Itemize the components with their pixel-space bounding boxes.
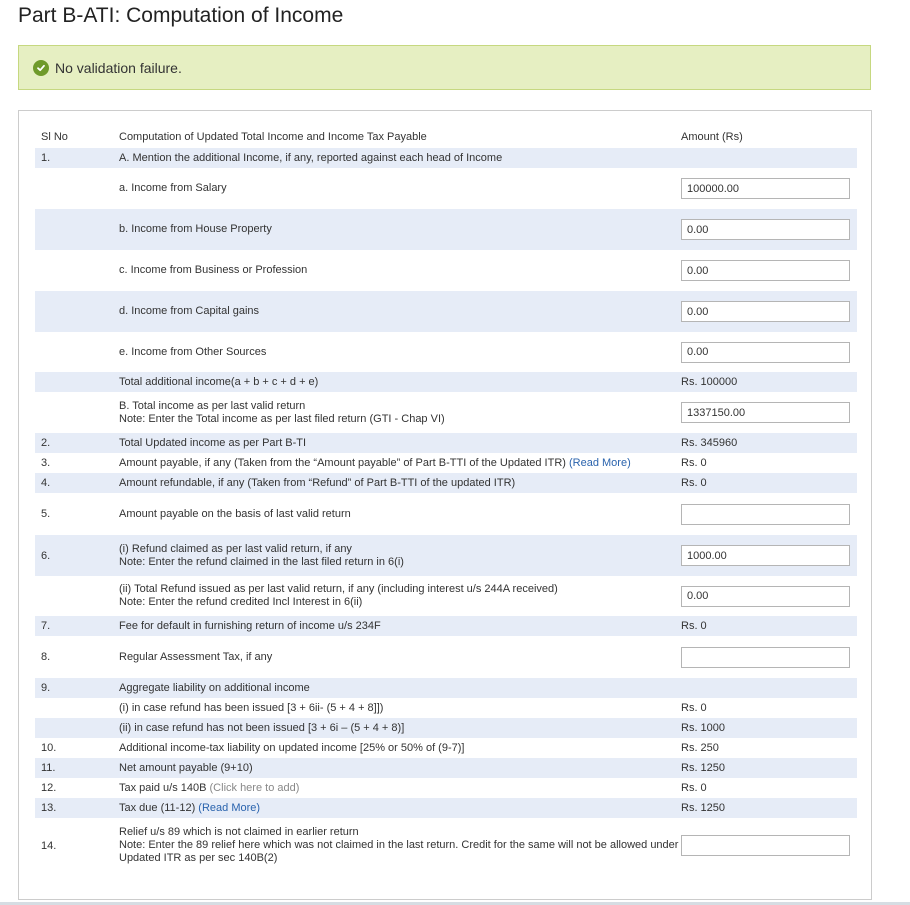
row-amount: Rs. 0: [681, 702, 707, 714]
row-amount: Rs. 1250: [681, 802, 726, 814]
row-description: Amount payable, if any (Taken from the “Amount payable” of Part B-TTI of the Updated ITR): [119, 456, 566, 469]
income-capital-gains-input[interactable]: [681, 301, 850, 322]
income-business-input[interactable]: [681, 260, 850, 281]
row-description: Aggregate liability on additional income: [119, 681, 310, 694]
row-amount: Rs. 0: [681, 620, 707, 632]
row-amount: Rs. 100000: [681, 376, 738, 388]
read-more-link[interactable]: (Read More): [569, 456, 631, 469]
row-description: (i) Refund claimed as per last valid return, if any: [119, 542, 352, 555]
row-sl: 11.: [41, 762, 56, 774]
validation-message: No validation failure.: [55, 59, 182, 76]
table-row: [35, 818, 857, 873]
table-row: [35, 453, 857, 473]
table-row: [35, 535, 857, 576]
row-amount: Rs. 0: [681, 477, 707, 489]
computation-table: [35, 126, 857, 873]
row-amount: Rs. 0: [681, 782, 707, 794]
table-row: [35, 473, 857, 493]
row-description: Net amount payable (9+10): [119, 761, 253, 774]
row-sl: 3.: [41, 457, 51, 469]
row-description: a. Income from Salary: [119, 182, 227, 194]
row-sl: 6.: [41, 549, 51, 562]
row-sl: 13.: [41, 802, 57, 814]
last-valid-return-income-input[interactable]: [681, 402, 850, 423]
table-row: [35, 758, 857, 778]
row-description: A. Mention the additional Income, if any, reported against each head of Income: [119, 151, 503, 164]
row-amount: Rs. 250: [681, 742, 719, 754]
table-row: [35, 250, 857, 291]
row-description: Tax due (11-12): [119, 801, 196, 814]
row-amount: Rs. 345960: [681, 437, 738, 449]
income-house-property-input[interactable]: [681, 219, 850, 240]
row-sl: 8.: [41, 651, 51, 663]
row-description: B. Total income as per last valid return: [119, 399, 306, 412]
row-amount: Rs. 1250: [681, 762, 726, 774]
table-row: [35, 718, 857, 738]
header-amount: Amount (Rs): [681, 131, 743, 143]
table-row: [35, 493, 857, 535]
table-row: [35, 291, 857, 332]
table-row: [35, 778, 857, 798]
row-description: Tax paid u/s 140B: [119, 781, 207, 794]
row-sl: 4.: [41, 477, 51, 489]
row-description: d. Income from Capital gains: [119, 305, 260, 317]
table-row: [35, 148, 857, 168]
row-note: Note: Enter the refund claimed in the last filed return in 6(i): [119, 555, 404, 568]
row-description: (ii) Total Refund issued as per last valid return, if any (including interest u/s 244A received): [119, 583, 558, 595]
relief-89-input[interactable]: [681, 835, 850, 856]
row-sl: 14.: [41, 839, 57, 852]
row-description: Regular Assessment Tax, if any: [119, 650, 273, 663]
row-sl: 10.: [41, 742, 57, 754]
row-sl: 12.: [41, 782, 57, 794]
check-circle-icon: [33, 60, 49, 76]
validation-alert: [18, 45, 871, 90]
row-description: Relief u/s 89 which is not claimed in earlier return: [119, 826, 359, 838]
row-description: b. Income from House Property: [119, 223, 272, 235]
row-description: Amount payable on the basis of last valid return: [119, 507, 351, 520]
row-amount: Rs. 0: [681, 457, 707, 469]
computation-panel: [18, 110, 872, 900]
income-salary-input[interactable]: [681, 178, 850, 199]
table-row: [35, 576, 857, 616]
row-note: Note: Enter the Total income as per last filed return (GTI - Chap VI): [119, 412, 445, 425]
table-row: [35, 636, 857, 678]
row-description: c. Income from Business or Profession: [119, 264, 308, 276]
row-description: e. Income from Other Sources: [119, 345, 267, 358]
row-description: Additional income-tax liability on updated income [25% or 50% of (9-7)]: [119, 741, 465, 754]
refund-issued-input[interactable]: [681, 586, 850, 607]
row-note: Note: Enter the refund credited Incl Interest in 6(ii): [119, 596, 363, 608]
row-description: (i) in case refund has been issued [3 + 6ii- (5 + 4 + 8]]): [119, 701, 384, 714]
regular-assessment-tax-input[interactable]: [681, 647, 850, 668]
table-row: [35, 738, 857, 758]
table-header: [35, 126, 857, 148]
table-row: [35, 372, 857, 392]
table-row: [35, 433, 857, 453]
row-amount: Rs. 1000: [681, 722, 726, 734]
table-row: [35, 392, 857, 433]
table-row: [35, 168, 857, 209]
table-row: [35, 678, 857, 698]
table-row: [35, 332, 857, 372]
row-sl: 1.: [41, 152, 51, 164]
read-more-link[interactable]: (Read More): [198, 801, 261, 814]
row-description: Fee for default in furnishing return of income u/s 234F: [119, 619, 381, 632]
income-other-sources-input[interactable]: [681, 342, 850, 363]
header-sl-no: Sl No: [41, 131, 68, 143]
row-note: Note: Enter the 89 relief here which was not claimed in the last return. Credit for the same will not be allowed under Updated ITR as per sec 140B(2): [119, 839, 679, 864]
row-description: Total additional income(a + b + c + d + e): [119, 375, 319, 388]
row-description: (ii) in case refund has not been issued [3 + 6i – (5 + 4 + 8)]: [119, 721, 405, 734]
header-description: Computation of Updated Total Income and Income Tax Payable: [119, 130, 427, 143]
row-description: Amount refundable, if any (Taken from “Refund” of Part B-TTI of the updated ITR): [119, 476, 516, 489]
table-row: [35, 209, 857, 250]
row-sl: 2.: [41, 437, 51, 449]
page-title: Part B-ATI: Computation of Income: [18, 4, 344, 27]
click-here-to-add-link[interactable]: (Click here to add): [209, 781, 300, 794]
refund-claimed-input[interactable]: [681, 545, 850, 566]
row-sl: 9.: [41, 682, 51, 694]
row-sl: 7.: [41, 620, 51, 632]
table-row: [35, 798, 857, 818]
amount-payable-last-return-input[interactable]: [681, 504, 850, 525]
table-row: [35, 698, 857, 718]
row-sl: 5.: [41, 508, 51, 520]
table-row: [35, 616, 857, 636]
row-description: Total Updated income as per Part B-TI: [119, 436, 307, 449]
